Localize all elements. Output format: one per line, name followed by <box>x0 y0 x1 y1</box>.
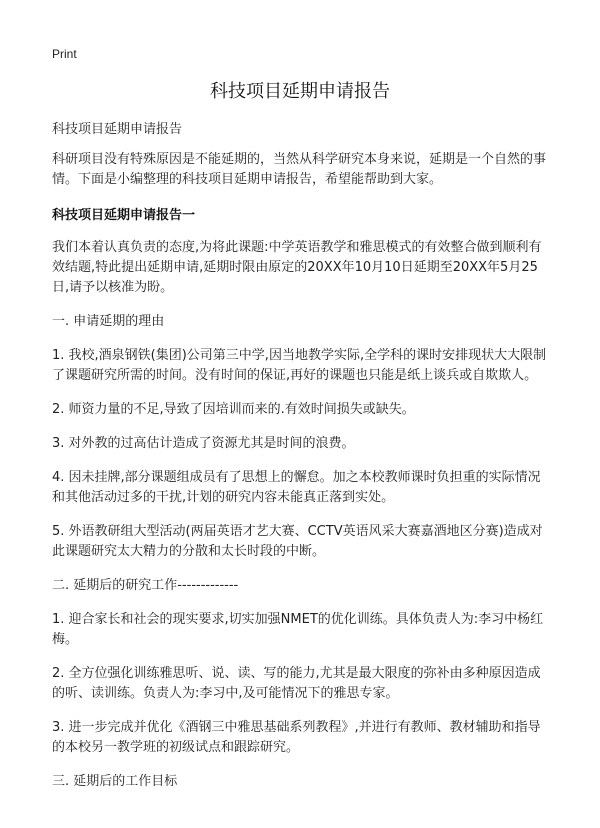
work-item: 2. 全方位强化训练雅思听、说、读、写的能力,尤其是最大限度的弥补由多种原因造成的听、读训练。负责人为:李习中,及可能情况下的雅思专家。 <box>52 666 541 701</box>
work-item: 3. 进一步完成并优化《酒钢三中雅思基础系列教程》,并进行有教师、教材辅助和指导的本校另一教学班的初级试点和跟踪研究。 <box>52 720 541 755</box>
goals-heading: 三. 延期后的工作目标 <box>52 774 178 789</box>
section-heading: 科技项目延期申请报告一 <box>52 208 196 223</box>
work-item: 1. 迎合家长和社会的现实要求,切实加强NMET的优化训练。具体负责人为:李习中杨红梅。 <box>52 612 544 647</box>
document-title: 科技项目延期申请报告 <box>210 81 390 102</box>
opening-paragraph: 我们本着认真负责的态度,为将此课题:中学英语教学和雅思模式的有效整合做到顺利有效结题,特此提出延期申请,延期时限由原定的20XX年10月10日延期至20XX年5月25日,请予以核准为盼。 <box>52 240 542 295</box>
reasons-heading: 一. 申请延期的理由 <box>52 314 165 329</box>
reason-item: 4. 因未挂牌,部分课题组成员有了思想上的懈怠。加之本校教师课时负担重的实际情况和其他活动过多的干扰,计划的研究内容未能真正落到实处。 <box>52 470 541 505</box>
reason-item: 5. 外语教研组大型活动(两届英语才艺大赛、CCTV英语风采大赛嘉酒地区分赛)造成对此课题研究太大精力的分散和太长时段的中断。 <box>52 524 543 559</box>
document-subtitle: 科技项目延期申请报告 <box>52 122 183 137</box>
reason-item: 1. 我校,酒泉钢铁(集团)公司第三中学,因当地教学实际,全学科的课时安排现状大大限制了课题研究所需的时间。没有时间的保证,再好的课题也只能是纸上谈兵或自欺欺人。 <box>52 348 547 383</box>
intro-paragraph: 科研项目没有特殊原因是不能延期的，当然从科学研究本身来说，延期是一个自然的事情。下面是小编整理的科技项目延期申请报告，希望能帮助到大家。 <box>52 152 547 187</box>
print-link[interactable]: Print <box>52 47 77 61</box>
reason-item: 2. 师资力量的不足,导致了因培训而来的.有效时间损失或缺失。 <box>52 402 415 417</box>
work-heading: 二. 延期后的研究工作------------- <box>52 578 239 593</box>
reason-item: 3. 对外教的过高估计造成了资源尤其是时间的浪费。 <box>52 436 355 451</box>
document-body <box>52 120 548 806</box>
